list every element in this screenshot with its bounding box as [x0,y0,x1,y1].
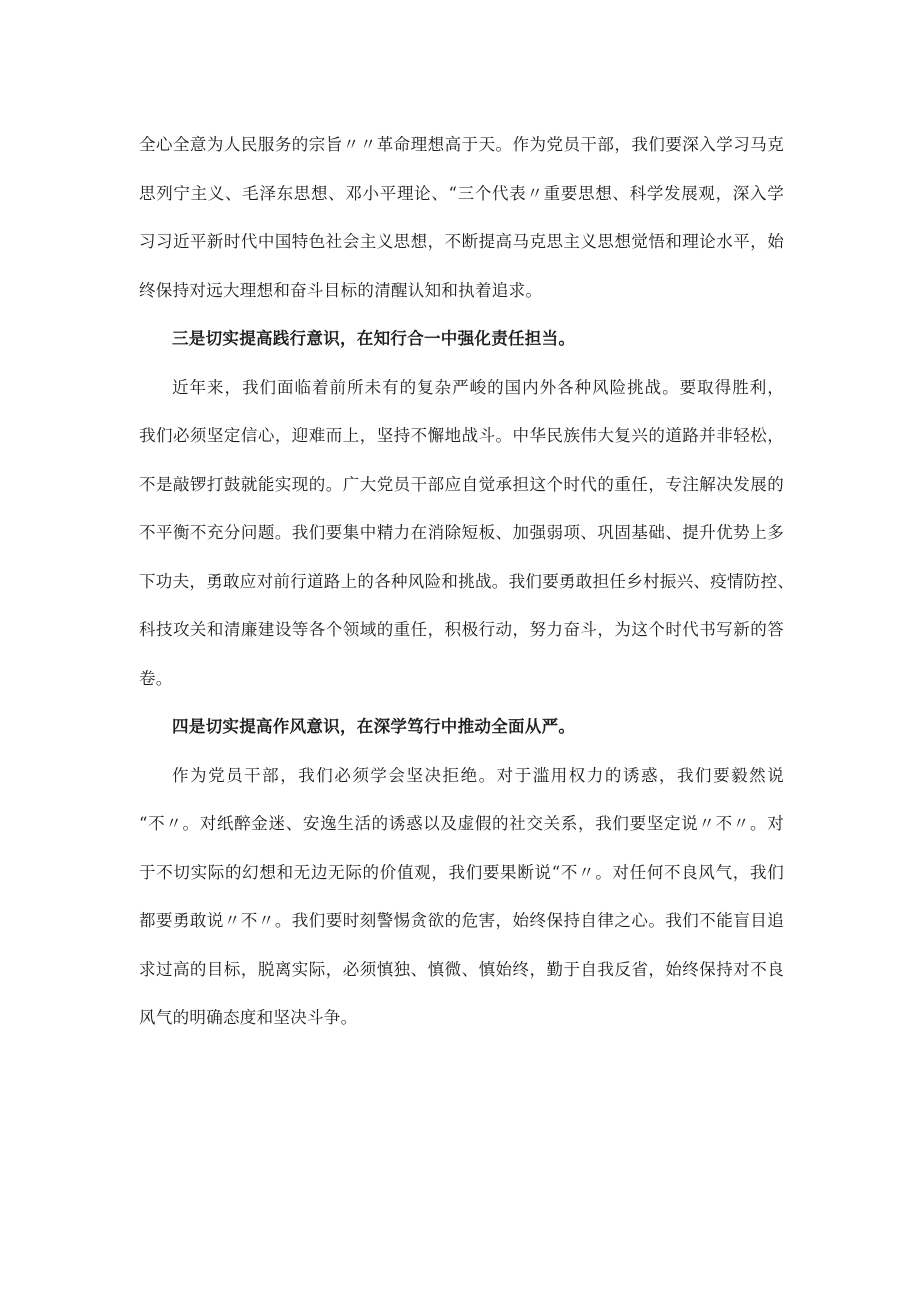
paragraph-line: 不平衡不充分问题。我们要集中精力在消除短板、加强弱项、巩固基础、提升优势上多 [139,523,784,542]
paragraph-line: 风气的明确态度和坚决斗争。 [139,1008,358,1027]
paragraph-three [139,364,795,704]
paragraph-line: 求过高的目标，脱离实际，必须慎独、慎微、慎始终，勤于自我反省，始终保持对不良 [139,959,784,979]
paragraph-line: 科技攻关和清廉建设等各个领域的重任，积极行动，努力奋斗，为这个时代书写新的答 [139,620,784,639]
paragraph-intro [139,121,784,315]
paragraph-line: 近年来，我们面临着前所未有的复杂严峻的国内外各种风险挑战。要取得胜利， [172,377,784,397]
paragraph-line: 不是敲锣打鼓就能实现的。广大党员干部应自觉承担这个时代的重任，专注解决发展的 [139,474,784,494]
paragraph-line: 全心全意为人民服务的宗旨〃〃革命理想高于天。作为党员干部，我们要深入学习马克 [139,135,784,154]
paragraph-line: 下功夫，勇敢应对前行道路上的各种风险和挑战。我们要勇敢担任乡村振兴、疫情防控、 [139,571,795,591]
section-heading-four: 四是切实提高作风意识，在深学笃行中推动全面从严。 [172,717,576,736]
paragraph-line: 于不切实际的幻想和无边无际的价值观，我们要果断说“不〃。对任何不良风气，我们 [139,862,784,882]
paragraph-line: 都要勇敢说〃不〃。我们要时刻警惕贪欲的危害，始终保持自律之心。我们不能盲目追 [139,911,784,930]
paragraph-line: 终保持对远大理想和奋斗目标的清醒认知和执着追求。 [139,280,543,300]
paragraph-line: 作为党员干部，我们必须学会坚决拒绝。对于滥用权力的诱惑，我们要毅然说 [172,765,784,785]
paragraph-four [139,752,784,1043]
document-body [139,121,795,1043]
paragraph-line: 我们必须坚定信心，迎难而上，坚持不懈地战斗。中华民族伟大复兴的道路并非轻松， [139,426,784,445]
section-heading-three: 三是切实提高践行意识，在知行合一中强化责任担当。 [172,329,576,348]
paragraph-line: “不〃。对纸醉金迷、安逸生活的诱惑以及虚假的社交关系，我们要坚定说〃不〃。对 [139,814,784,833]
paragraph-line: 卷。 [139,668,173,688]
paragraph-line: 思列宁主义、毛泽东思想、邓小平理论、“三个代表〃重要思想、科学发展观，深入学 [139,183,784,203]
paragraph-line: 习习近平新时代中国特色社会主义思想，不断提高马克思主义思想觉悟和理论水平，始 [139,232,784,251]
